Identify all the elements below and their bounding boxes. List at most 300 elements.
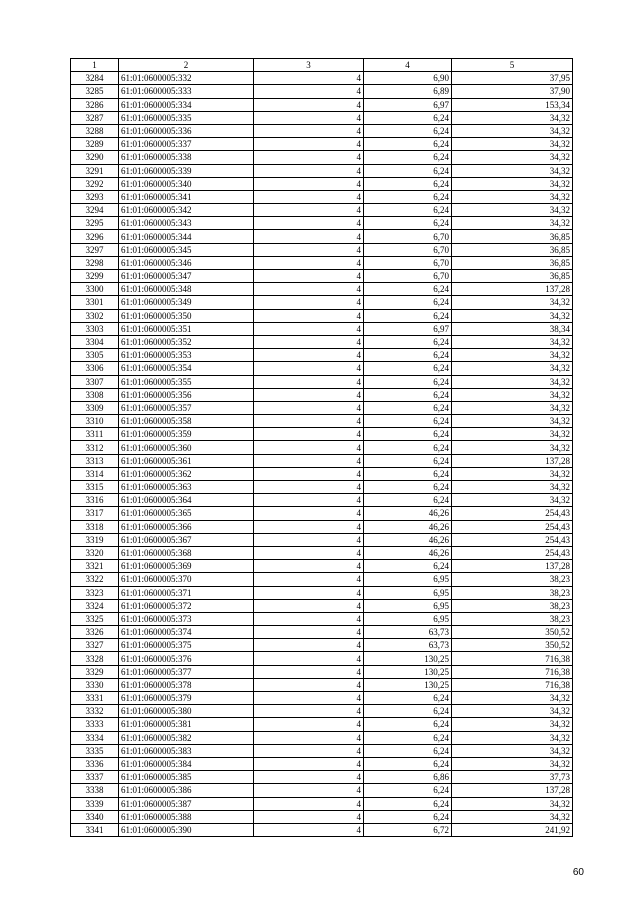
table-row — [71, 85, 573, 98]
table-cell: 3293 — [71, 190, 119, 203]
table-cell: 6,24 — [364, 797, 452, 810]
table-cell: 38,23 — [452, 573, 573, 586]
table-row — [71, 98, 573, 111]
table-cell: 6,24 — [364, 560, 452, 573]
table-cell: 4 — [254, 454, 364, 467]
table-cell: 4 — [254, 401, 364, 414]
table-cell: 34,32 — [452, 441, 573, 454]
table-row — [71, 428, 573, 441]
table-cell: 4 — [254, 652, 364, 665]
table-cell: 6,72 — [364, 823, 452, 836]
table-cell: 4 — [254, 494, 364, 507]
table-cell: 4 — [254, 665, 364, 678]
table-cell: 6,90 — [364, 72, 452, 85]
table-cell: 37,90 — [452, 85, 573, 98]
table-cell: 4 — [254, 375, 364, 388]
table-cell: 63,73 — [364, 639, 452, 652]
table-cell: 716,38 — [452, 652, 573, 665]
table-cell: 4 — [254, 507, 364, 520]
table-cell: 6,24 — [364, 415, 452, 428]
table-row — [71, 533, 573, 546]
table-cell: 3307 — [71, 375, 119, 388]
table-cell: 61:01:0600005:381 — [119, 718, 254, 731]
table-cell: 3325 — [71, 612, 119, 625]
table-cell: 6,24 — [364, 151, 452, 164]
table-cell: 716,38 — [452, 678, 573, 691]
table-cell: 3337 — [71, 771, 119, 784]
table-cell: 61:01:0600005:363 — [119, 481, 254, 494]
table-cell: 4 — [254, 283, 364, 296]
table-cell: 6,24 — [364, 401, 452, 414]
table-cell: 3310 — [71, 415, 119, 428]
table-row — [71, 454, 573, 467]
table-cell: 3316 — [71, 494, 119, 507]
table-row — [71, 481, 573, 494]
table-cell: 3292 — [71, 177, 119, 190]
table-cell: 3298 — [71, 256, 119, 269]
table-cell: 34,32 — [452, 296, 573, 309]
table-row — [71, 190, 573, 203]
table-cell: 61:01:0600005:367 — [119, 533, 254, 546]
table-cell: 4 — [254, 151, 364, 164]
table-cell: 4 — [254, 757, 364, 770]
col-header-5: 5 — [452, 59, 573, 72]
table-cell: 61:01:0600005:365 — [119, 507, 254, 520]
table-cell: 3291 — [71, 164, 119, 177]
table-cell: 34,32 — [452, 388, 573, 401]
table-cell: 6,24 — [364, 124, 452, 137]
table-cell: 34,32 — [452, 375, 573, 388]
table-cell: 34,32 — [452, 797, 573, 810]
table-row — [71, 283, 573, 296]
table-cell: 3324 — [71, 599, 119, 612]
table-cell: 34,32 — [452, 810, 573, 823]
table-cell: 6,24 — [364, 335, 452, 348]
table-row — [71, 349, 573, 362]
table-cell: 4 — [254, 797, 364, 810]
table-cell: 3306 — [71, 362, 119, 375]
table-cell: 6,24 — [364, 494, 452, 507]
cadastral-table — [70, 58, 573, 837]
table-cell: 137,28 — [452, 283, 573, 296]
table-row — [71, 230, 573, 243]
table-cell: 34,32 — [452, 124, 573, 137]
table-cell: 61:01:0600005:362 — [119, 467, 254, 480]
table-row — [71, 151, 573, 164]
table-cell: 6,24 — [364, 481, 452, 494]
table-cell: 3304 — [71, 335, 119, 348]
table-cell: 6,24 — [364, 454, 452, 467]
table-cell: 6,24 — [364, 375, 452, 388]
table-row — [71, 771, 573, 784]
table-cell: 6,24 — [364, 362, 452, 375]
table-cell: 34,32 — [452, 164, 573, 177]
table-cell: 38,23 — [452, 612, 573, 625]
table-cell: 3331 — [71, 692, 119, 705]
table-cell: 61:01:0600005:385 — [119, 771, 254, 784]
table-row — [71, 665, 573, 678]
table-cell: 4 — [254, 428, 364, 441]
table-row — [71, 784, 573, 797]
table-cell: 6,95 — [364, 612, 452, 625]
table-cell: 3300 — [71, 283, 119, 296]
table-cell: 6,24 — [364, 744, 452, 757]
table-cell: 241,92 — [452, 823, 573, 836]
header-row — [71, 59, 573, 72]
table-row — [71, 586, 573, 599]
table-cell: 34,32 — [452, 177, 573, 190]
table-cell: 4 — [254, 256, 364, 269]
table-cell: 3296 — [71, 230, 119, 243]
table-cell: 61:01:0600005:373 — [119, 612, 254, 625]
table-cell: 34,32 — [452, 151, 573, 164]
table-cell: 3336 — [71, 757, 119, 770]
table-cell: 4 — [254, 309, 364, 322]
table-cell: 34,32 — [452, 401, 573, 414]
table-cell: 4 — [254, 415, 364, 428]
table-cell: 3322 — [71, 573, 119, 586]
table-cell: 61:01:0600005:335 — [119, 111, 254, 124]
table-cell: 6,24 — [364, 388, 452, 401]
table-cell: 4 — [254, 335, 364, 348]
table-cell: 61:01:0600005:333 — [119, 85, 254, 98]
table-cell: 350,52 — [452, 639, 573, 652]
table-cell: 3340 — [71, 810, 119, 823]
table-cell: 137,28 — [452, 454, 573, 467]
table-cell: 61:01:0600005:358 — [119, 415, 254, 428]
table-cell: 3289 — [71, 138, 119, 151]
table-cell: 4 — [254, 520, 364, 533]
table-cell: 4 — [254, 388, 364, 401]
table-cell: 4 — [254, 85, 364, 98]
table-cell: 4 — [254, 771, 364, 784]
table-cell: 4 — [254, 784, 364, 797]
table-cell: 3341 — [71, 823, 119, 836]
table-cell: 3287 — [71, 111, 119, 124]
table-cell: 34,32 — [452, 692, 573, 705]
table-cell: 4 — [254, 823, 364, 836]
table-cell: 153,34 — [452, 98, 573, 111]
table-cell: 6,97 — [364, 322, 452, 335]
table-cell: 4 — [254, 138, 364, 151]
table-cell: 3297 — [71, 243, 119, 256]
table-row — [71, 204, 573, 217]
table-cell: 34,32 — [452, 467, 573, 480]
table-cell: 137,28 — [452, 560, 573, 573]
table-cell: 38,23 — [452, 599, 573, 612]
table-row — [71, 797, 573, 810]
table-cell: 61:01:0600005:349 — [119, 296, 254, 309]
table-cell: 34,32 — [452, 744, 573, 757]
table-cell: 254,43 — [452, 533, 573, 546]
table-cell: 3329 — [71, 665, 119, 678]
table-cell: 4 — [254, 243, 364, 256]
table-cell: 6,24 — [364, 349, 452, 362]
table-cell: 6,24 — [364, 164, 452, 177]
table-cell: 4 — [254, 533, 364, 546]
table-cell: 3330 — [71, 678, 119, 691]
table-cell: 6,24 — [364, 731, 452, 744]
table-cell: 61:01:0600005:332 — [119, 72, 254, 85]
table-cell: 61:01:0600005:341 — [119, 190, 254, 203]
table-cell: 34,32 — [452, 731, 573, 744]
table-row — [71, 718, 573, 731]
table-cell: 61:01:0600005:371 — [119, 586, 254, 599]
table-cell: 4 — [254, 190, 364, 203]
table-row — [71, 731, 573, 744]
table-cell: 4 — [254, 744, 364, 757]
table-cell: 4 — [254, 124, 364, 137]
table-cell: 3326 — [71, 626, 119, 639]
table-cell: 4 — [254, 560, 364, 573]
table-cell: 34,32 — [452, 349, 573, 362]
table-cell: 3312 — [71, 441, 119, 454]
table-cell: 3303 — [71, 322, 119, 335]
table-row — [71, 72, 573, 85]
table-row — [71, 335, 573, 348]
table-cell: 4 — [254, 692, 364, 705]
table-row — [71, 626, 573, 639]
table-cell: 4 — [254, 164, 364, 177]
table-cell: 3301 — [71, 296, 119, 309]
table-cell: 6,24 — [364, 810, 452, 823]
table-cell: 4 — [254, 296, 364, 309]
table-cell: 4 — [254, 441, 364, 454]
table-cell: 61:01:0600005:351 — [119, 322, 254, 335]
table-cell: 61:01:0600005:377 — [119, 665, 254, 678]
table-cell: 3285 — [71, 85, 119, 98]
table-cell: 61:01:0600005:360 — [119, 441, 254, 454]
table-cell: 254,43 — [452, 546, 573, 559]
table-cell: 6,24 — [364, 309, 452, 322]
table-cell: 4 — [254, 111, 364, 124]
table-cell: 130,25 — [364, 678, 452, 691]
table-cell: 34,32 — [452, 494, 573, 507]
table-cell: 4 — [254, 599, 364, 612]
table-cell: 34,32 — [452, 190, 573, 203]
table-row — [71, 270, 573, 283]
table-cell: 37,73 — [452, 771, 573, 784]
table-row — [71, 705, 573, 718]
table-cell: 61:01:0600005:347 — [119, 270, 254, 283]
table-cell: 3295 — [71, 217, 119, 230]
table-cell: 3308 — [71, 388, 119, 401]
table-cell: 3339 — [71, 797, 119, 810]
table-cell: 3314 — [71, 467, 119, 480]
table-row — [71, 309, 573, 322]
table-cell: 61:01:0600005:342 — [119, 204, 254, 217]
table-cell: 6,89 — [364, 85, 452, 98]
table-cell: 6,95 — [364, 599, 452, 612]
table-cell: 4 — [254, 678, 364, 691]
table-cell: 61:01:0600005:354 — [119, 362, 254, 375]
table-row — [71, 546, 573, 559]
table-row — [71, 441, 573, 454]
table-cell: 254,43 — [452, 520, 573, 533]
table-cell: 61:01:0600005:364 — [119, 494, 254, 507]
table-cell: 6,24 — [364, 138, 452, 151]
table-cell: 4 — [254, 270, 364, 283]
table-cell: 34,32 — [452, 309, 573, 322]
table-row — [71, 322, 573, 335]
table-cell: 3338 — [71, 784, 119, 797]
table-cell: 36,85 — [452, 270, 573, 283]
table-cell: 6,24 — [364, 190, 452, 203]
table-cell: 3319 — [71, 533, 119, 546]
table-row — [71, 507, 573, 520]
table-row — [71, 164, 573, 177]
table-cell: 36,85 — [452, 256, 573, 269]
table-cell: 61:01:0600005:336 — [119, 124, 254, 137]
table-row — [71, 388, 573, 401]
table-cell: 3290 — [71, 151, 119, 164]
table-cell: 4 — [254, 626, 364, 639]
table-cell: 6,70 — [364, 270, 452, 283]
table-cell: 4 — [254, 705, 364, 718]
table-cell: 4 — [254, 639, 364, 652]
table-cell: 6,24 — [364, 467, 452, 480]
table-row — [71, 599, 573, 612]
table-cell: 61:01:0600005:357 — [119, 401, 254, 414]
table-cell: 3302 — [71, 309, 119, 322]
table-cell: 61:01:0600005:348 — [119, 283, 254, 296]
table-cell: 61:01:0600005:353 — [119, 349, 254, 362]
table-cell: 61:01:0600005:375 — [119, 639, 254, 652]
table-cell: 61:01:0600005:345 — [119, 243, 254, 256]
table-cell: 34,32 — [452, 204, 573, 217]
table-cell: 3320 — [71, 546, 119, 559]
table-cell: 61:01:0600005:386 — [119, 784, 254, 797]
table-row — [71, 639, 573, 652]
table-cell: 46,26 — [364, 507, 452, 520]
table-row — [71, 243, 573, 256]
table-row — [71, 177, 573, 190]
table-row — [71, 138, 573, 151]
table-cell: 61:01:0600005:343 — [119, 217, 254, 230]
table-cell: 38,23 — [452, 586, 573, 599]
col-header-1: 1 — [71, 59, 119, 72]
table-cell: 4 — [254, 718, 364, 731]
table-cell: 34,32 — [452, 718, 573, 731]
table-cell: 4 — [254, 217, 364, 230]
table-cell: 61:01:0600005:376 — [119, 652, 254, 665]
table-cell: 3317 — [71, 507, 119, 520]
table-cell: 6,70 — [364, 243, 452, 256]
table-cell: 36,85 — [452, 230, 573, 243]
table-cell: 61:01:0600005:380 — [119, 705, 254, 718]
table-cell: 61:01:0600005:355 — [119, 375, 254, 388]
table-cell: 3335 — [71, 744, 119, 757]
table-cell: 3327 — [71, 639, 119, 652]
table-cell: 6,24 — [364, 111, 452, 124]
table-cell: 3305 — [71, 349, 119, 362]
table-cell: 3334 — [71, 731, 119, 744]
table-cell: 6,24 — [364, 692, 452, 705]
table-cell: 61:01:0600005:339 — [119, 164, 254, 177]
table-cell: 46,26 — [364, 520, 452, 533]
table-row — [71, 692, 573, 705]
table-cell: 6,97 — [364, 98, 452, 111]
table-row — [71, 573, 573, 586]
table-cell: 6,24 — [364, 283, 452, 296]
table-cell: 61:01:0600005:340 — [119, 177, 254, 190]
table-row — [71, 823, 573, 836]
table-row — [71, 296, 573, 309]
table-cell: 34,32 — [452, 705, 573, 718]
table-cell: 3315 — [71, 481, 119, 494]
table-cell: 61:01:0600005:356 — [119, 388, 254, 401]
table-cell: 61:01:0600005:390 — [119, 823, 254, 836]
table-cell: 6,95 — [364, 586, 452, 599]
table-cell: 4 — [254, 586, 364, 599]
table-cell: 4 — [254, 467, 364, 480]
table-row — [71, 810, 573, 823]
table-row — [71, 362, 573, 375]
table-cell: 4 — [254, 177, 364, 190]
table-cell: 6,70 — [364, 230, 452, 243]
table-cell: 34,32 — [452, 335, 573, 348]
table-cell: 61:01:0600005:387 — [119, 797, 254, 810]
col-header-2: 2 — [119, 59, 254, 72]
table-cell: 61:01:0600005:382 — [119, 731, 254, 744]
table-cell: 61:01:0600005:344 — [119, 230, 254, 243]
table-cell: 61:01:0600005:383 — [119, 744, 254, 757]
table-cell: 4 — [254, 362, 364, 375]
table-cell: 61:01:0600005:334 — [119, 98, 254, 111]
table-cell: 4 — [254, 98, 364, 111]
table-cell: 4 — [254, 810, 364, 823]
table-row — [71, 256, 573, 269]
table-row — [71, 520, 573, 533]
table-cell: 61:01:0600005:359 — [119, 428, 254, 441]
table-cell: 34,32 — [452, 217, 573, 230]
table-cell: 716,38 — [452, 665, 573, 678]
table-cell: 3294 — [71, 204, 119, 217]
table-cell: 61:01:0600005:338 — [119, 151, 254, 164]
table-cell: 4 — [254, 573, 364, 586]
table-cell: 3321 — [71, 560, 119, 573]
table-row — [71, 678, 573, 691]
table-cell: 3286 — [71, 98, 119, 111]
table-cell: 34,32 — [452, 111, 573, 124]
table-cell: 3284 — [71, 72, 119, 85]
table-cell: 63,73 — [364, 626, 452, 639]
table-cell: 61:01:0600005:388 — [119, 810, 254, 823]
table-cell: 61:01:0600005:369 — [119, 560, 254, 573]
table-cell: 4 — [254, 230, 364, 243]
col-header-4: 4 — [364, 59, 452, 72]
table-cell: 3299 — [71, 270, 119, 283]
table-cell: 46,26 — [364, 533, 452, 546]
table-cell: 4 — [254, 612, 364, 625]
table-cell: 61:01:0600005:378 — [119, 678, 254, 691]
table-cell: 37,95 — [452, 72, 573, 85]
table-cell: 61:01:0600005:361 — [119, 454, 254, 467]
table-cell: 6,24 — [364, 784, 452, 797]
table-cell: 4 — [254, 731, 364, 744]
table-cell: 34,32 — [452, 428, 573, 441]
table-cell: 3318 — [71, 520, 119, 533]
table-cell: 61:01:0600005:384 — [119, 757, 254, 770]
table-cell: 6,24 — [364, 296, 452, 309]
table-cell: 137,28 — [452, 784, 573, 797]
table-cell: 4 — [254, 349, 364, 362]
table-cell: 61:01:0600005:379 — [119, 692, 254, 705]
table-cell: 3311 — [71, 428, 119, 441]
table-cell: 61:01:0600005:337 — [119, 138, 254, 151]
table-cell: 61:01:0600005:374 — [119, 626, 254, 639]
table-cell: 34,32 — [452, 362, 573, 375]
